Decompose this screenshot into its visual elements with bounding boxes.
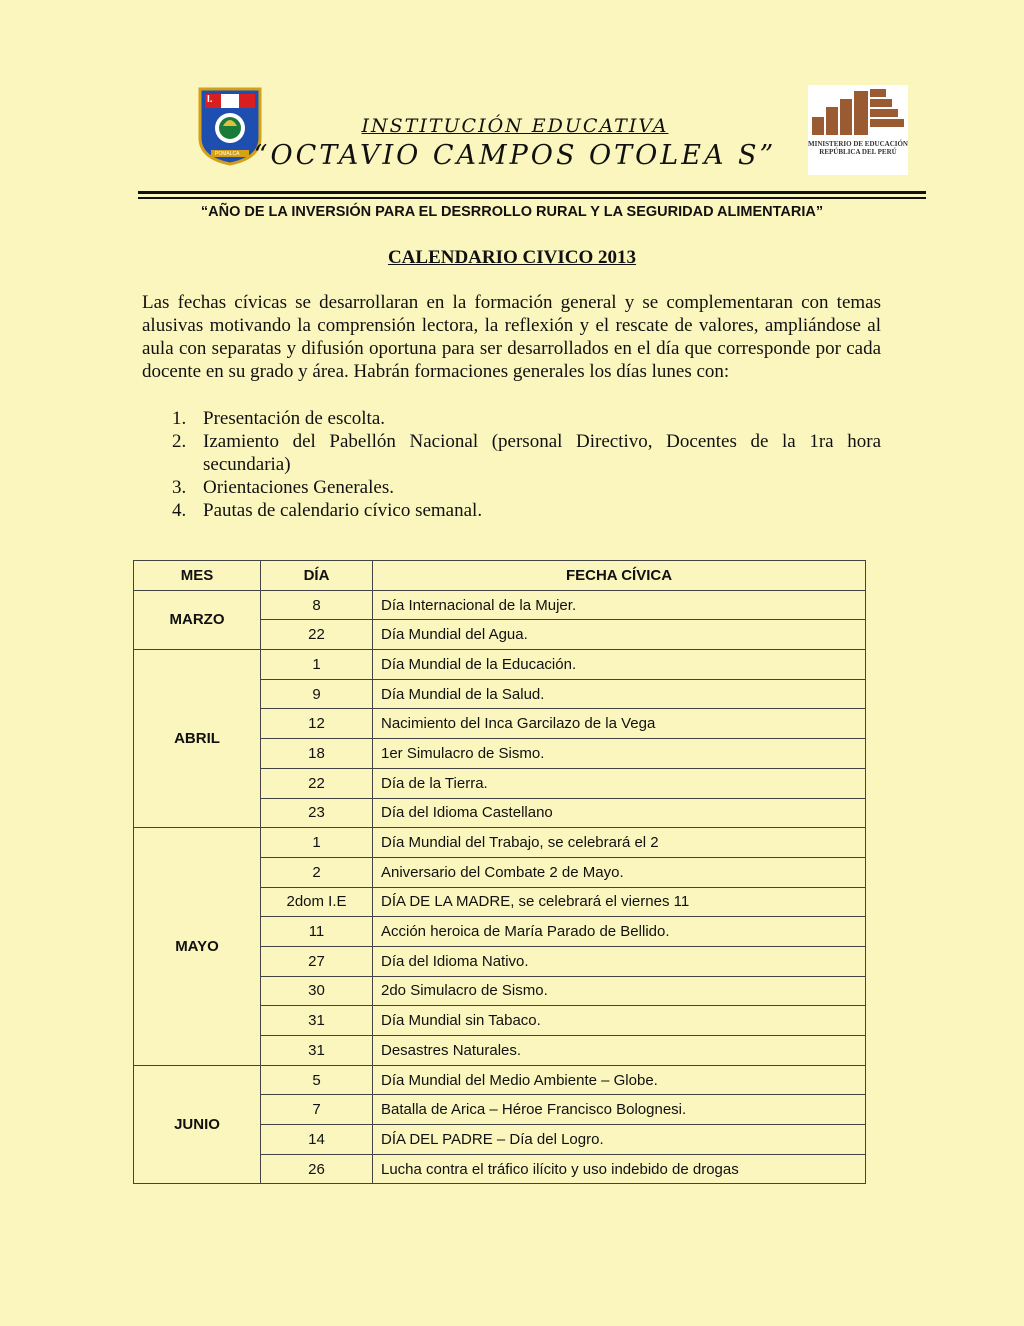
year-motto: “AÑO DE LA INVERSIÓN PARA EL DESRROLLO RURAL Y LA SEGURIDAD ALIMENTARIA” xyxy=(200,204,824,220)
header-rule-thin xyxy=(138,197,926,199)
header-fecha: FECHA CÍVICA xyxy=(373,561,866,591)
table-row xyxy=(134,650,866,680)
day-cell: 1 xyxy=(261,650,373,680)
event-cell: 2do Simulacro de Sismo. xyxy=(373,976,866,1006)
day-cell: 23 xyxy=(261,798,373,828)
day-cell: 2 xyxy=(261,857,373,887)
day-cell: 22 xyxy=(261,620,373,650)
day-cell: 26 xyxy=(261,1154,373,1184)
table-row xyxy=(134,828,866,858)
ministry-text: MINISTERIO DE EDUCACIÓN REPÚBLICA DEL PERÚ xyxy=(808,140,908,156)
day-cell: 8 xyxy=(261,590,373,620)
page-title: CALENDARIO CIVICO 2013 xyxy=(387,247,637,268)
day-cell: 31 xyxy=(261,1006,373,1036)
steps-list xyxy=(142,407,881,522)
institution-label: INSTITUCIÓN EDUCATIVA xyxy=(361,115,669,137)
table-header-row xyxy=(134,561,866,591)
event-cell: Día Mundial del Agua. xyxy=(373,620,866,650)
list-item-text: Pautas de calendario cívico semanal. xyxy=(203,500,483,521)
day-cell: 11 xyxy=(261,917,373,947)
day-cell: 9 xyxy=(261,679,373,709)
event-cell: DÍA DEL PADRE – Día del Logro. xyxy=(373,1125,866,1155)
header-rule-thick xyxy=(138,191,926,194)
table-row xyxy=(134,590,866,620)
day-cell: 5 xyxy=(261,1065,373,1095)
event-cell: Lucha contra el tráfico ilícito y uso indebido de drogas xyxy=(373,1154,866,1184)
day-cell: 2dom I.E xyxy=(261,887,373,917)
month-cell: MARZO xyxy=(134,590,261,649)
intro-paragraph: Las fechas cívicas se desarrollaran en la formación general y se complementaran con temas alusivas motivando la comprensión lectora, la reflexión y el rescate de valores, ampliándose al aula con separatas y difusión oportuna para ser desarrollados en el día que corresponde por cada docente en su grado y área. Habrán formaciones generales los días lunes con: xyxy=(142,292,881,382)
crest-top-text: I. E. xyxy=(207,94,234,105)
event-cell: Día del Idioma Castellano xyxy=(373,798,866,828)
header-mes: MES xyxy=(134,561,261,591)
day-cell: 31 xyxy=(261,1036,373,1066)
day-cell: 30 xyxy=(261,976,373,1006)
list-item-number: 2. xyxy=(172,431,187,452)
institution-name: “OCTAVIO CAMPOS OTOLEA S” xyxy=(253,140,777,171)
event-cell: Día Internacional de la Mujer. xyxy=(373,590,866,620)
event-cell: Día del Idioma Nativo. xyxy=(373,946,866,976)
list-item-text: Orientaciones Generales. xyxy=(203,477,394,498)
day-cell: 27 xyxy=(261,946,373,976)
event-cell: Día Mundial de la Educación. xyxy=(373,650,866,680)
list-item-number: 3. xyxy=(172,477,187,498)
event-cell: Día Mundial del Medio Ambiente – Globe. xyxy=(373,1065,866,1095)
event-cell: Batalla de Arica – Héroe Francisco Bolognesi. xyxy=(373,1095,866,1125)
crest-bottom-text: POMALCA xyxy=(215,151,240,157)
event-cell: DÍA DE LA MADRE, se celebrará el viernes 11 xyxy=(373,887,866,917)
civic-calendar-table xyxy=(133,560,866,1184)
table-row xyxy=(134,1065,866,1095)
list-item-text: Izamiento del Pabellón Nacional (personal Directivo, Docentes de la 1ra hora secundaria) xyxy=(203,431,881,475)
list-item xyxy=(142,499,881,522)
list-item xyxy=(142,476,881,499)
month-cell: JUNIO xyxy=(134,1065,261,1184)
day-cell: 18 xyxy=(261,739,373,769)
list-item-number: 4. xyxy=(172,500,187,521)
day-cell: 7 xyxy=(261,1095,373,1125)
list-item xyxy=(142,407,881,430)
list-item xyxy=(142,430,881,476)
event-cell: 1er Simulacro de Sismo. xyxy=(373,739,866,769)
month-cell: ABRIL xyxy=(134,650,261,828)
event-cell: Día de la Tierra. xyxy=(373,768,866,798)
header-dia: DÍA xyxy=(261,561,373,591)
ministry-bars-icon xyxy=(808,85,908,137)
event-cell: Día Mundial del Trabajo, se celebrará el 2 xyxy=(373,828,866,858)
event-cell: Día Mundial de la Salud. xyxy=(373,679,866,709)
event-cell: Desastres Naturales. xyxy=(373,1036,866,1066)
list-item-text: Presentación de escolta. xyxy=(203,408,386,429)
event-cell: Aniversario del Combate 2 de Mayo. xyxy=(373,857,866,887)
event-cell: Nacimiento del Inca Garcilazo de la Vega xyxy=(373,709,866,739)
day-cell: 22 xyxy=(261,768,373,798)
event-cell: Día Mundial sin Tabaco. xyxy=(373,1006,866,1036)
month-cell: MAYO xyxy=(134,828,261,1066)
ministry-logo xyxy=(808,85,908,175)
event-cell: Acción heroica de María Parado de Bellido. xyxy=(373,917,866,947)
day-cell: 1 xyxy=(261,828,373,858)
list-item-number: 1. xyxy=(172,408,187,429)
day-cell: 12 xyxy=(261,709,373,739)
day-cell: 14 xyxy=(261,1125,373,1155)
